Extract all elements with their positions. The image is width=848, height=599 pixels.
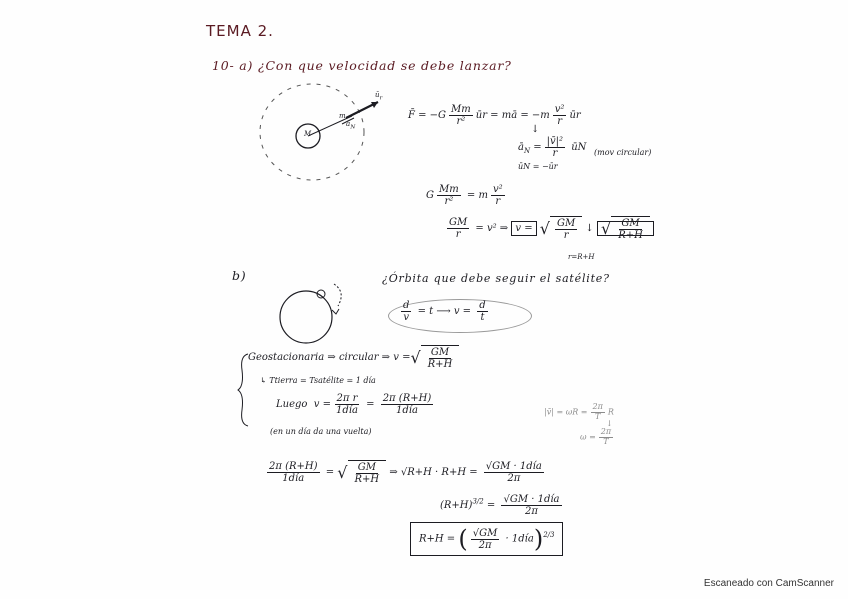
circular-motion-note: (mov circular): [594, 148, 652, 157]
period-equality: ↳ Ttierra = Tsatélite = 1 día: [260, 376, 376, 385]
final-boxed-result: R+H = ( $\frac{√GM}{2\pi}$ · 1día)$^{2/3}$: [410, 522, 563, 556]
orbit-diagram: [250, 80, 390, 190]
force-equation: F̄ = −G $\frac{Mm}{\text{r²}}$ ūr = mā = −m $\frac{\text{v²}}{r}$ ūr: [408, 104, 581, 127]
fig-M-label: M: [304, 130, 312, 138]
down-arrow-1: ↓: [531, 124, 540, 135]
normal-acceleration: $ā_N$ = $\frac{\text{|v̄|²}}{r}$ ūN: [518, 136, 587, 159]
part-b-question: ¿Órbita que debe seguir el satélite?: [382, 272, 610, 285]
final-derivation-1: $\frac{2\pi (R+H)}{\text{1día}}$ = √ $\frac{GM}{R+H}$ ⇒ √R+H · R+H = $\frac{\text{√GM · 1día}}{2\pi}$: [269, 461, 542, 485]
velocity-distance-time: $\frac{d}{v}$ = t ⟶ v = $\frac{d}{t}$: [403, 300, 486, 323]
angular-velocity-note: |v̄| = ωR = $\frac{2\pi}{T}$ R: [544, 402, 614, 421]
question-10: 10- a) ¿Con que velocidad se debe lanzar?: [212, 58, 512, 73]
velocity-result: $\frac{GM}{r}$ = v² ⇒ v = √ $\frac{GM}{r}$ ↓ √ $\frac{GM}{R+H}$: [444, 216, 654, 241]
boxed-v: v =: [511, 221, 536, 236]
fig-ur-label: $ū_r$: [375, 91, 383, 102]
satellite-orbit-sketch: [276, 280, 356, 350]
boxed-velocity-expression: √ $\frac{GM}{R+H}$: [597, 221, 654, 236]
r-substitution: r=R+H: [568, 253, 595, 261]
fig-an-label: $ā_N$: [346, 120, 356, 131]
gravity-equals-centripetal: G $\frac{Mm}{\text{r²}}$ = m $\frac{\text{v²}}{r}$: [426, 184, 503, 207]
part-b-label: b): [232, 268, 247, 283]
page-title: TEMA 2.: [206, 22, 274, 40]
one-turn-note: (en un día da una vuelta): [270, 427, 372, 436]
final-derivation-2: $(R+H)^{3/2}$ = $\frac{\text{√GM · 1día}}{2\pi}$: [440, 494, 560, 517]
unit-vector-relation: ūN = −ūr: [518, 162, 558, 171]
luego-equation: Luego v = $\frac{\text{2π r}}{\text{1día}}$ = $\frac{2\pi (R+H)}{\text{1día}}$: [276, 393, 432, 416]
fig-m-label: m: [339, 112, 346, 120]
scanner-watermark: Escaneado con CamScanner: [703, 578, 834, 589]
geostationary-line: Geostacionaria ⇒ circular ⇒ v = √ $\frac{GM}{R+H}$: [248, 345, 459, 370]
omega-definition: ω = $\frac{2\pi}{T}$: [580, 427, 612, 446]
gray-arrow: ↓: [606, 419, 613, 428]
